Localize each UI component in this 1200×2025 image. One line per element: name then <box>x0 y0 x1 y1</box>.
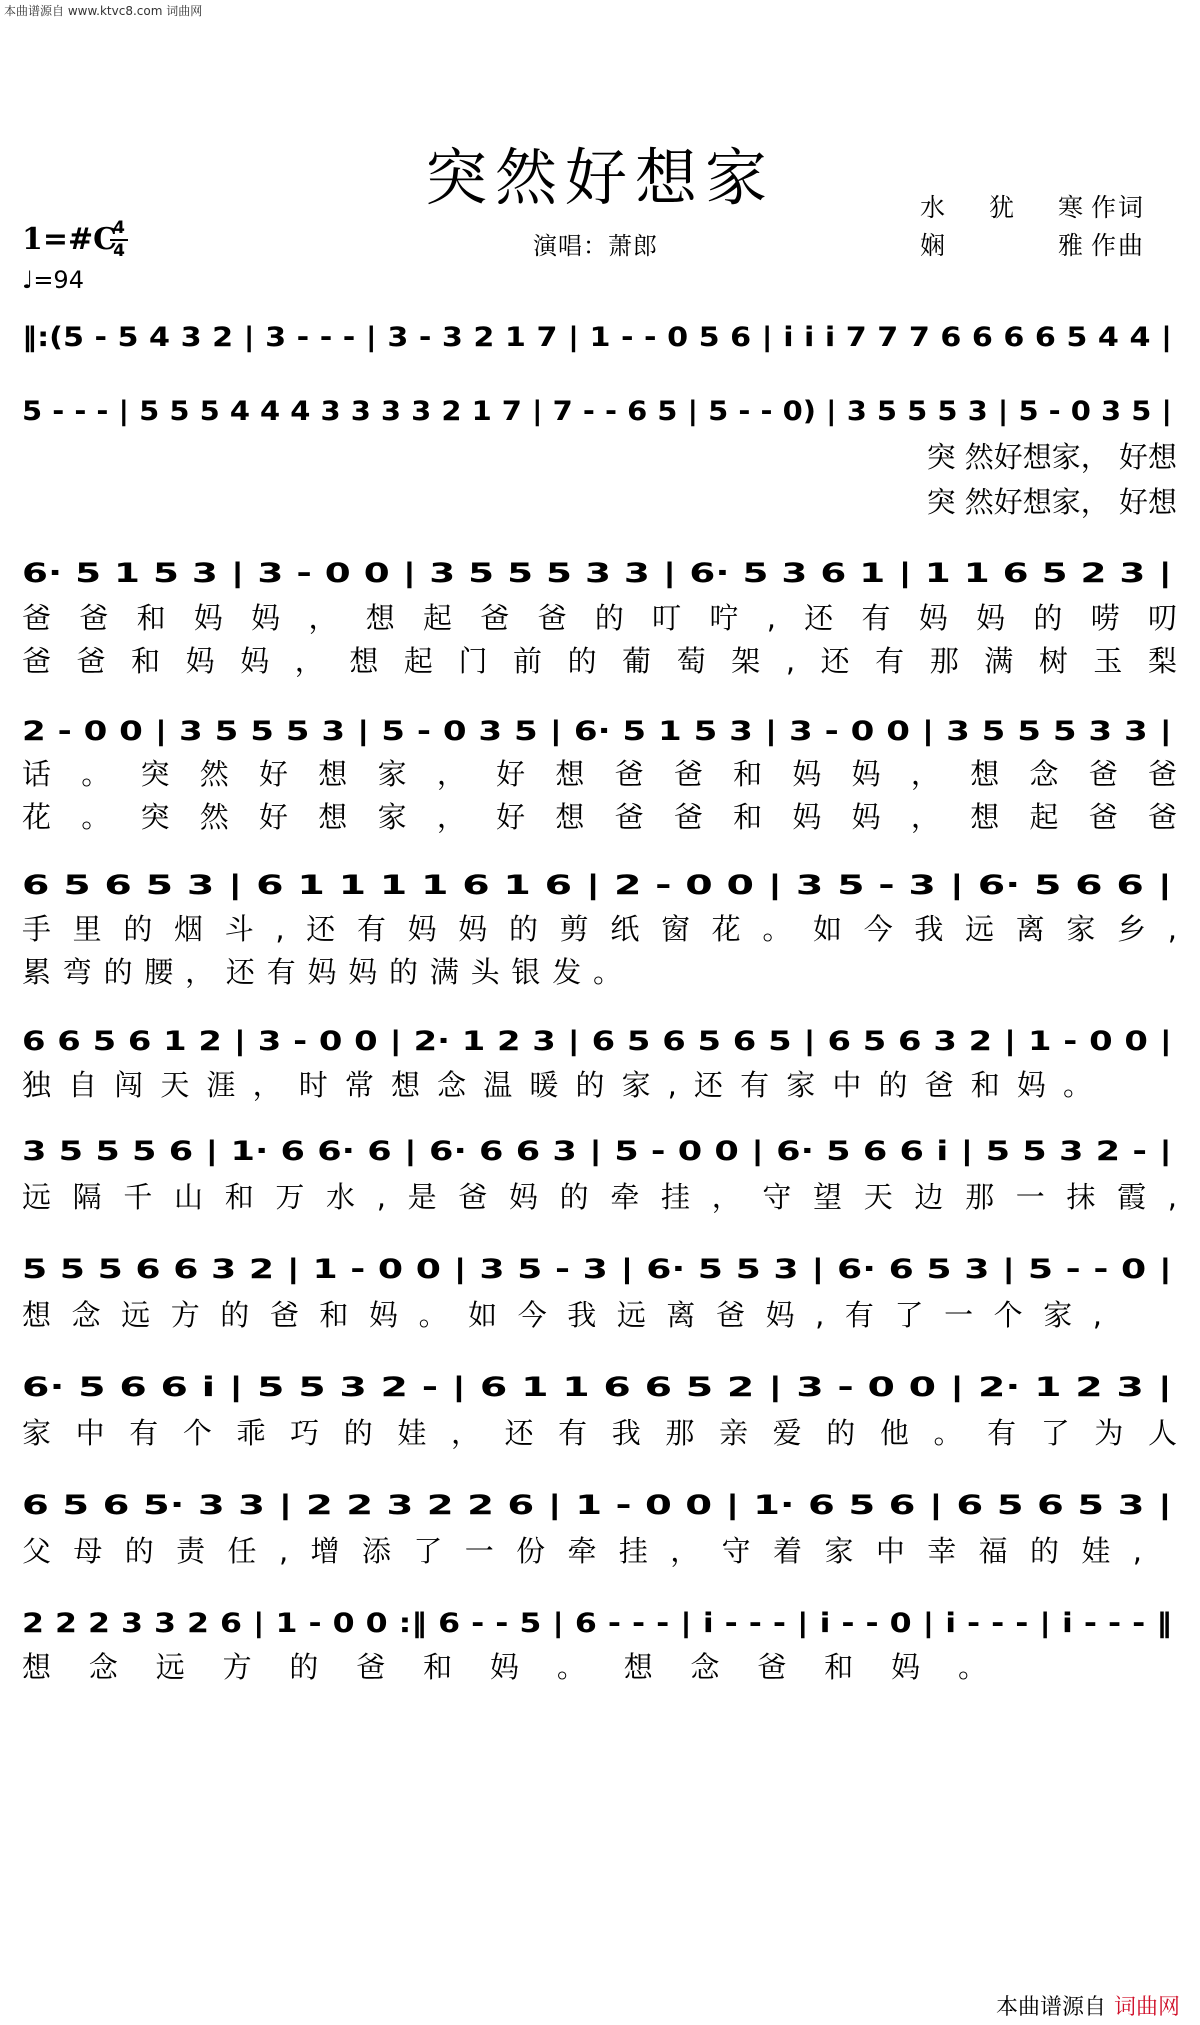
composer-name: 娴雅 <box>920 231 1085 260</box>
lyric-line <box>22 1180 1177 1214</box>
lyric-line <box>22 485 1177 519</box>
lyric-text: 爸爸和妈妈，想起爸爸的叮咛,还有妈妈的唠叨 <box>22 601 1177 635</box>
lyricist-role: 作词 <box>1091 193 1146 222</box>
lyric-text: 父母的责任,增添了一份牵挂，守着家中幸福的娃, <box>22 1534 1142 1568</box>
notation-line <box>22 1602 1177 1642</box>
lyric-text: 想念远方的爸和妈。如今我远离爸妈,有了一个家, <box>22 1298 1102 1332</box>
lyric-line <box>22 1650 987 1684</box>
notation-text: 2 - 0 0 | 3 5 5 5 3 | 5 - 0 3 5 | 6· 5 1 5 3 | 3 - 0 0 | 3 5 5 5 3 3 | <box>22 716 1172 747</box>
lyric-text: 突 然好想家， 好想 <box>926 440 1177 474</box>
lyricist-credit <box>920 188 1175 224</box>
song-title: 突然好想家 <box>424 141 775 214</box>
notation-line <box>22 710 1177 750</box>
lyric-line <box>22 955 622 989</box>
lyric-line <box>22 912 1177 946</box>
lyric-text: 手里的烟斗,还有妈妈的剪纸窗花。如今我远离家乡, <box>22 912 1177 946</box>
notation-text: 3 5 5 5 6 | 1· 6 6· 6 | 6· 6 6 3 | 5 - 0 0 | 6· 5 6 6 i | 5 5 3 2 - | <box>22 1136 1172 1167</box>
notation-line <box>22 1020 1177 1060</box>
lyric-text: 话。突然好想家，好想爸爸和妈妈，想念爸爸 <box>22 757 1177 791</box>
notation-line <box>22 390 1177 430</box>
lyric-text: 爸爸和妈妈，想起门前的葡萄架,还有那满树玉梨 <box>22 644 1177 678</box>
lyric-line <box>22 644 1177 678</box>
meter-bottom: 4 <box>113 241 125 261</box>
lyricist-name: 水犹寒 <box>920 193 1085 222</box>
meter-top: 4 <box>113 218 125 238</box>
notation-line <box>22 1484 1177 1524</box>
notation-line <box>22 316 1177 356</box>
lyric-line <box>22 440 1177 474</box>
lyric-text: 累弯的腰，还有妈妈的满头银发。 <box>22 955 622 989</box>
lyric-line <box>22 757 1177 791</box>
notation-line <box>22 1130 1177 1170</box>
notation-text: 5 - - - | 5 5 5 4 4 4 3 3 3 3 2 1 7 | 7 - - 6 5 | 5 - - 0) | 3 5 5 5 3 | 5 - 0 3 5 | <box>22 396 1172 427</box>
key-signature: 1=#C <box>22 222 118 257</box>
lyric-text: 独自闯天涯，时常想念温暖的家,还有家中的爸和妈。 <box>22 1068 1092 1102</box>
notation-line <box>22 1248 1177 1288</box>
lyric-line <box>22 800 1177 834</box>
source-site[interactable]: 词曲网 <box>1113 1995 1180 2020</box>
lyric-line <box>22 601 1177 635</box>
tempo-marking: ♩=94 <box>22 266 84 294</box>
notation-text: 6 6 5 6 1 2 | 3 - 0 0 | 2· 1 2 3 | 6 5 6 5 6 5 | 6 5 6 3 2 | 1 - 0 0 | <box>22 1026 1172 1057</box>
lyric-text: 想念远方的爸和妈。想念爸和妈。 <box>22 1650 987 1684</box>
composer-role: 作曲 <box>1091 231 1146 260</box>
notation-text: 6 5 6 5· 3 3 | 2 2 3 2 2 6 | 1 - 0 0 | 1· 6 5 6 | 6 5 6 5 3 | <box>22 1490 1172 1521</box>
lyric-text: 花。突然好想家，好想爸爸和妈妈，想起爸爸 <box>22 800 1177 834</box>
notation-text: 6 5 6 5 3 | 6 1 1 1 1 6 1 6 | 2 - 0 0 | 3 5 - 3 | 6· 5 6 6 | <box>22 870 1172 901</box>
notation-line <box>22 552 1177 592</box>
notation-text: 5 5 5 6 6 3 2 | 1 - 0 0 | 3 5 - 3 | 6· 5 5 3 | 6· 6 5 3 | 5 - - 0 | <box>22 1254 1172 1285</box>
watermark-text: 本曲谱源自 www.ktvc8.com 词曲网 <box>4 4 203 18</box>
singer-credit: 演唱：萧郎 <box>533 232 658 260</box>
composer-credit <box>920 226 1175 262</box>
lyric-line <box>22 1298 1102 1332</box>
lyric-text: 远隔千山和万水,是爸妈的牵挂，守望天边那一抹霞, <box>22 1180 1177 1214</box>
notation-line <box>22 864 1177 904</box>
notation-text: 6· 5 1 5 3 | 3 - 0 0 | 3 5 5 5 3 3 | 6· 5 3 6 1 | 1 1 6 5 2 3 | <box>22 558 1172 589</box>
source-footer <box>996 1990 1180 2021</box>
time-signature <box>110 220 128 260</box>
source-text: 本曲谱源自 <box>995 1995 1106 2020</box>
lyric-text: 突 然好想家， 好想 <box>926 485 1177 519</box>
notation-text: 2 2 2 3 3 2 6 | 1 - 0 0 :‖ 6 - - 5 | 6 - - - | i - - - | i - - 0 | i - - - | i - - - ‖ <box>22 1608 1172 1639</box>
notation-line <box>22 1366 1177 1406</box>
lyric-line <box>22 1534 1142 1568</box>
lyric-line <box>22 1416 1177 1450</box>
lyric-text: 家中有个乖巧的娃，还有我那亲爱的他。有了为人 <box>22 1416 1177 1450</box>
notation-text: 6· 5 6 6 i | 5 5 3 2 - | 6 1 1 6 6 5 2 | 3 - 0 0 | 2· 1 2 3 | <box>22 1372 1172 1403</box>
notation-text: ‖:(5 - 5 4 3 2 | 3 - - - | 3 - 3 2 1 7 | 1 - - 0 5 6 | i i i 7 7 7 6 6 6 6 5 4 4 | <box>22 322 1172 353</box>
lyric-line <box>22 1068 1092 1102</box>
